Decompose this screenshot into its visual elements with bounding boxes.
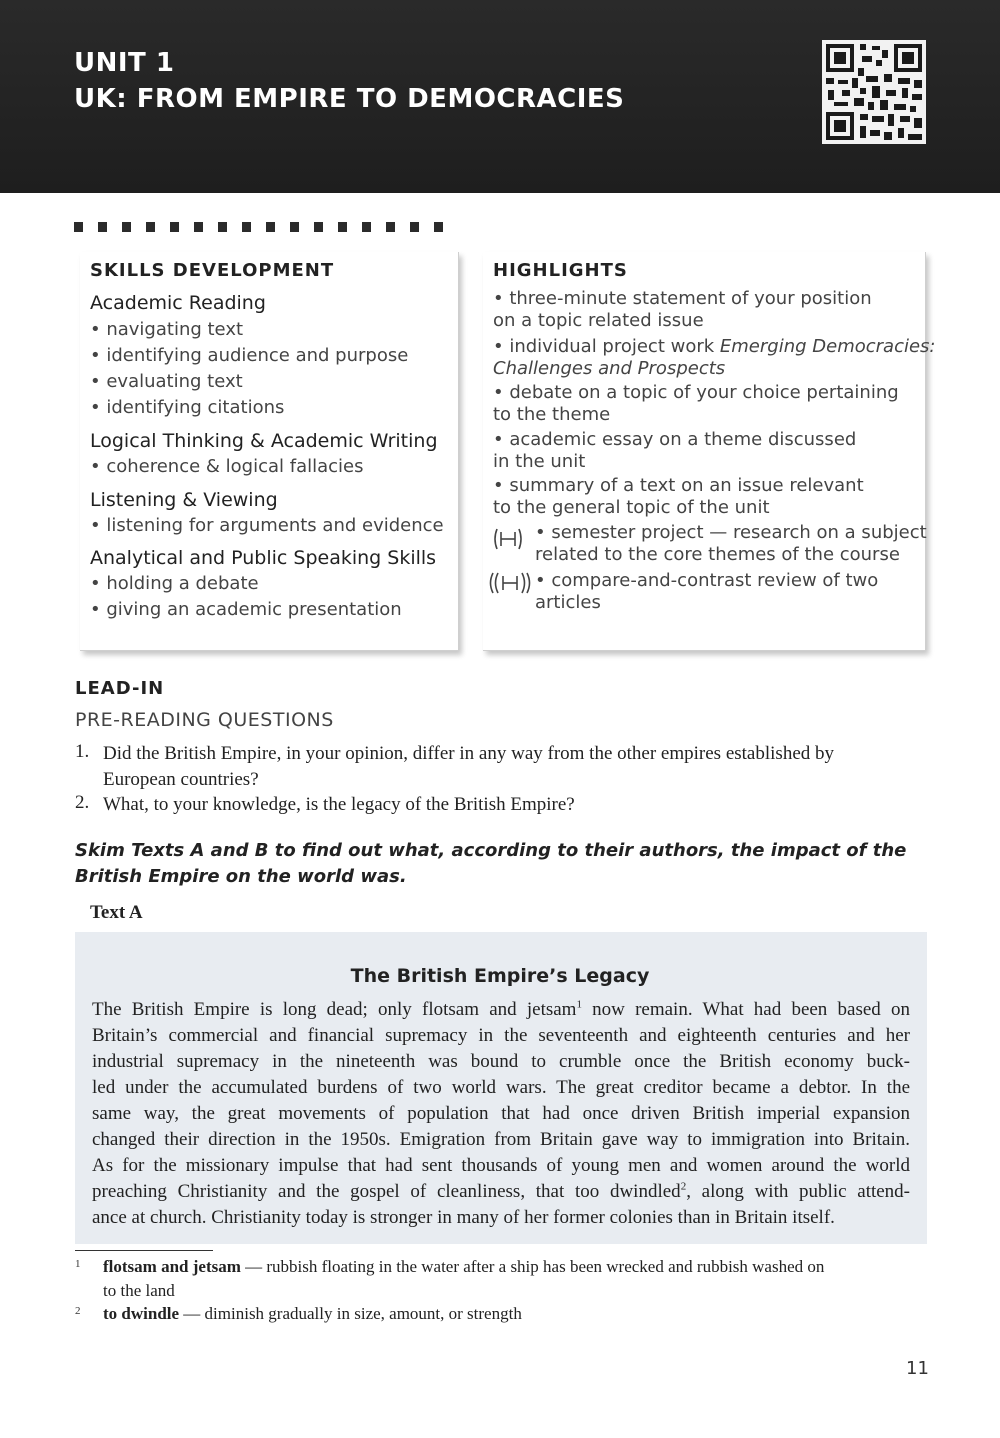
article-line: industrial supremacy in the nineteenth was bound to crumble once the British economy buck- — [92, 1051, 910, 1072]
highlights-title: HIGHLIGHTS — [493, 260, 628, 281]
lead-in-heading: LEAD-IN — [75, 678, 165, 699]
pre-reading-heading: PRE-READING QUESTIONS — [75, 709, 334, 731]
article-line: preaching Christianity and the gospel of cleanliness, that too dwindled$^2$, along with public attend- — [92, 1180, 911, 1202]
article-line: same way, the great movements of population that had once driven British imperial expansion — [92, 1103, 910, 1124]
footnote-ref[interactable]: 1 — [576, 998, 582, 1011]
highlights-panel — [483, 252, 936, 651]
unit-header — [0, 0, 1000, 193]
skill-group-heading: Logical Thinking & Academic Writing — [90, 430, 438, 452]
skill-item: • listening for arguments and evidence — [90, 515, 444, 536]
footnote: flotsam and jetsam — rubbish floating in the water after a ship has been wrecked and rubbish washed on to the land — [103, 1257, 825, 1300]
article-line: As for the missionary impulse that had sent thousands of young men and women around the world — [92, 1155, 910, 1176]
skill-item: • identifying audience and purpose — [90, 345, 409, 366]
highlight-item: • debate on a topic of your choice pertaining to the theme — [493, 382, 899, 425]
question-text: Did the British Empire, in your opinion, differ in any way from the other empires established by European countries? — [103, 743, 834, 790]
unit-title: UK: FROM EMPIRE TO DEMOCRACIES — [74, 84, 625, 114]
highlight-item: • three-minute statement of your position on a topic related issue — [493, 288, 872, 331]
decorative-dash-row — [74, 222, 454, 232]
task-instruction: Skim Texts A and B to find out what, according to their authors, the impact of the British Empire on the world was. — [75, 840, 907, 887]
article-title: The British Empire’s Legacy — [350, 965, 650, 987]
skills-development-panel — [80, 252, 459, 651]
skill-item: • navigating text — [90, 319, 244, 340]
skill-group-heading: Analytical and Public Speaking Skills — [90, 547, 437, 569]
highlight-item: • academic essay on a theme discussed in the unit — [493, 429, 857, 472]
footnote-number: 1 — [75, 1258, 81, 1270]
skill-item: • evaluating text — [90, 371, 243, 392]
skill-item: • holding a debate — [90, 573, 259, 594]
skill-item: • coherence & logical fallacies — [90, 456, 364, 477]
qr-code-icon[interactable] — [822, 40, 926, 144]
article-line: ance at church. Christianity today is stronger in many of her former colonies than in Britain itself. — [92, 1207, 835, 1228]
skill-item: • identifying citations — [90, 397, 285, 418]
highlight-item: • semester project — research on a subject related to the core themes of the course — [535, 522, 927, 565]
text-a-label: Text A — [90, 902, 143, 923]
footnote-divider — [75, 1250, 213, 1251]
article-line: Britain’s commercial and financial supremacy in the seventeenth and eighteenth centuries and her — [92, 1025, 910, 1046]
article-line: The British Empire is long dead; only flotsam and jetsam$^1$ now remain. What had been based on — [92, 998, 910, 1020]
article-line: changed their direction in the 1950s. Emigration from Britain gave way to immigration into Britain. — [92, 1129, 910, 1150]
footnote: to dwindle — diminish gradually in size, amount, or strength — [103, 1304, 522, 1323]
highlight-item: • individual project work Emerging Democracies: Challenges and Prospects — [493, 336, 936, 379]
compare-contrast-icon — [487, 570, 533, 596]
skills-title: SKILLS DEVELOPMENT — [90, 260, 335, 281]
question-number: 1. — [75, 741, 90, 762]
skill-group-heading: Academic Reading — [90, 292, 266, 314]
skill-group-heading: Listening & Viewing — [90, 489, 278, 511]
article-line: led under the accumulated burdens of two world wars. The great creditor became a debtor. In the — [92, 1077, 910, 1098]
unit-number: UNIT 1 — [74, 48, 175, 78]
page-number: 11 — [906, 1358, 929, 1379]
question-text: What, to your knowledge, is the legacy of the British Empire? — [103, 794, 575, 815]
highlight-item: • compare-and-contrast review of two articles — [535, 570, 879, 613]
footnote-number: 2 — [75, 1305, 81, 1317]
highlight-item: • summary of a text on an issue relevant to the general topic of the unit — [493, 475, 864, 518]
qr-code-graphic — [822, 40, 926, 144]
skill-item: • giving an academic presentation — [90, 599, 402, 620]
semester-project-icon — [491, 526, 525, 552]
question-number: 2. — [75, 792, 90, 813]
footnote-ref[interactable]: 2 — [680, 1180, 687, 1193]
